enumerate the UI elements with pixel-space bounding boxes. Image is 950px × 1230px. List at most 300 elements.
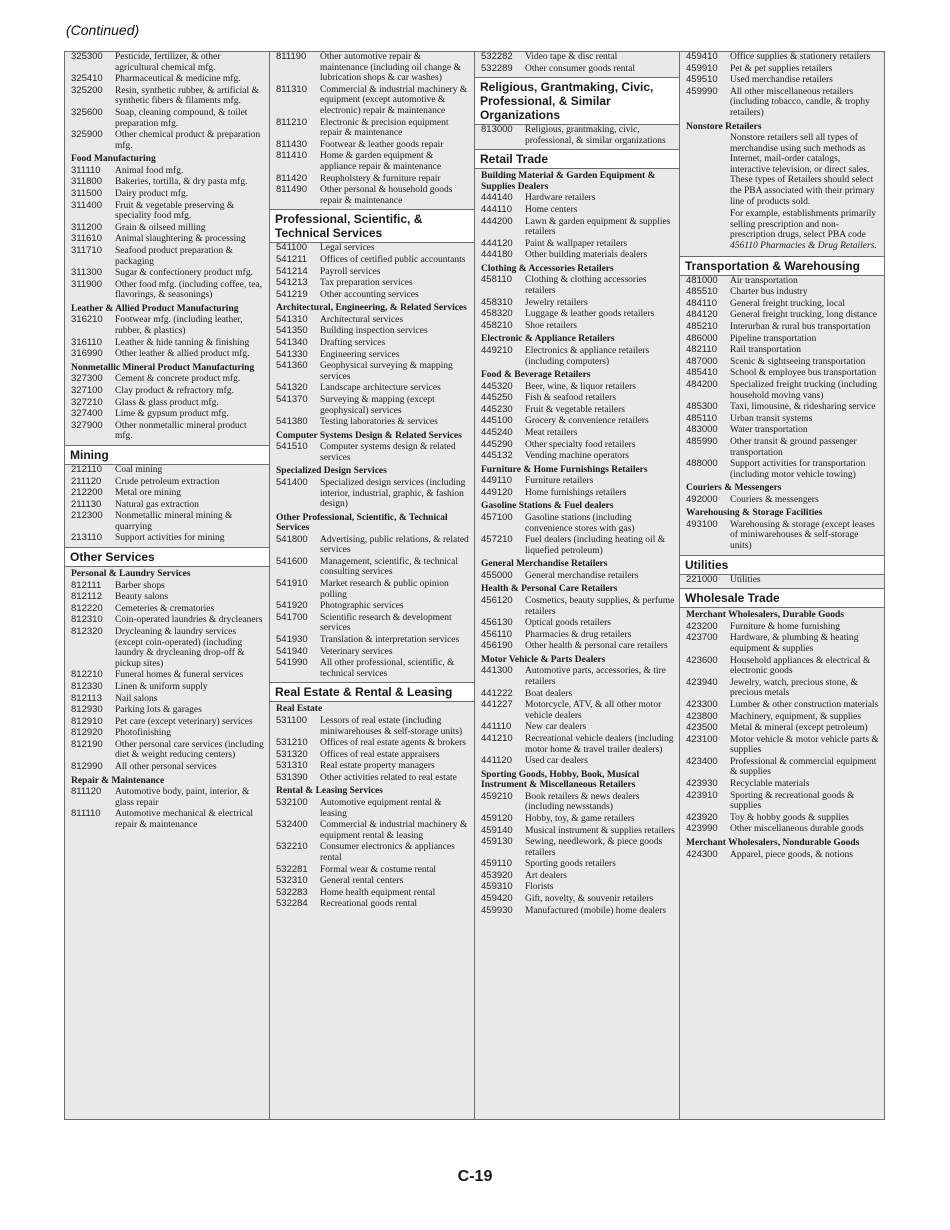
pba-code: 459410: [686, 52, 718, 62]
pba-code: 811210: [276, 116, 307, 128]
activity-description: Scientific research & development services: [320, 612, 452, 634]
pba-code: 541214: [276, 265, 308, 277]
pba-code: 311500: [71, 188, 102, 200]
pba-code: 485300: [686, 401, 718, 413]
section-header-mining: Mining: [65, 445, 269, 465]
activity-description: Photofinishing: [115, 728, 171, 739]
column-2: [270, 52, 475, 1119]
pba-code: 459310: [481, 881, 513, 893]
code-row: [475, 451, 679, 463]
pba-code: 423300: [686, 698, 718, 710]
code-row: [475, 535, 679, 557]
activity-description: Fish & seafood retailers: [525, 393, 617, 404]
code-row: [680, 495, 885, 507]
pba-code: 449210: [481, 344, 513, 356]
pba-code: 449110: [481, 475, 512, 487]
activity-description: Couriers & messengers: [730, 494, 819, 505]
activity-description: Manufactured (mobile) home dealers: [525, 905, 667, 916]
pba-code: 423910: [686, 789, 718, 801]
code-row: [475, 756, 679, 768]
activity-description: Support activities for mining: [115, 533, 225, 544]
activity-description: Other activities related to real estate: [320, 772, 457, 783]
pba-code: 444120: [481, 237, 513, 249]
code-row: [680, 459, 885, 481]
pba-code: 449120: [481, 486, 513, 498]
pba-code: 221000: [686, 573, 718, 585]
pba-code: 484200: [686, 378, 718, 390]
activity-description: Architectural services: [320, 314, 404, 325]
pba-code: 444180: [481, 249, 513, 261]
pba-code: 456110: [481, 628, 512, 640]
activity-description: Metal & mineral (except petroleum): [730, 723, 868, 734]
activity-description: Fuel dealers (including heating oil & liquefied petroleum): [525, 535, 666, 556]
code-row: [270, 290, 474, 302]
pba-code: 325300: [71, 52, 103, 62]
activity-description: New car dealers: [525, 722, 587, 733]
section-header-wholesale-trade: Wholesale Trade: [680, 588, 885, 608]
activity-description: Hardware retailers: [525, 193, 596, 204]
note-paragraph: [680, 133, 885, 209]
code-row: [475, 814, 679, 826]
pba-code: 812320: [71, 625, 103, 637]
code-row: [65, 705, 269, 717]
pba-code: 441210: [481, 732, 513, 744]
activity-description: Pesticide, fertilizer, & other agricultural chemical mfg.: [115, 52, 221, 73]
code-row: [65, 386, 269, 398]
activity-description: Advertising, public relations, & related services: [320, 534, 469, 556]
pba-code: 541340: [276, 336, 308, 348]
code-row: [680, 656, 885, 678]
code-row: [680, 520, 885, 553]
code-row: [270, 635, 474, 647]
page-number: C-19: [457, 1168, 493, 1185]
pba-code: 531310: [276, 760, 308, 772]
activity-description: Resin, synthetic rubber, & artificial & synthetic fibers & filaments mfg.: [115, 85, 259, 107]
code-row: [65, 130, 269, 152]
pba-code: 811310: [276, 83, 307, 95]
activity-description: All other professional, scientific, & technical services: [320, 658, 455, 679]
activity-description: Gasoline stations (including convenience stores with gas): [525, 512, 635, 534]
activity-description: Pet care (except veterinary) services: [115, 716, 253, 727]
business-activity-code-table: [64, 51, 885, 1120]
code-row: [270, 773, 474, 785]
pba-code: 423200: [686, 620, 718, 632]
pba-code: 423930: [686, 778, 718, 790]
subheader-warehousing-and-storage-facilities: Warehousing & Storage Facilities: [686, 508, 823, 519]
activity-description: Book retailers & news dealers (including newsstands): [525, 791, 640, 813]
subheader-general-merchandise-retailers: General Merchandise Retailers: [481, 559, 608, 570]
pba-code: 441110: [481, 721, 512, 733]
activity-description: Home & garden equipment & appliance repair & maintenance: [320, 151, 442, 172]
pba-code: 458310: [481, 296, 513, 308]
activity-description: Nonmetallic mineral mining & quarrying: [115, 511, 233, 532]
code-row: [65, 280, 269, 302]
activity-description: Surveying & mapping (except geophysical) services: [320, 394, 435, 416]
activity-description: Payroll services: [320, 266, 381, 277]
activity-description: Grocery & convenience retailers: [525, 416, 649, 427]
activity-description: Support activities for transportation (including motor vehicle towing): [730, 459, 866, 480]
code-row: [680, 735, 885, 757]
activity-description: Leather & hide tanning & finishing: [115, 337, 250, 348]
pba-code: 532210: [276, 841, 308, 853]
pba-code: 492000: [686, 493, 718, 505]
activity-description: Natural gas extraction: [115, 499, 199, 510]
pba-code: 457100: [481, 511, 513, 523]
activity-description: General freight trucking, long distance: [730, 310, 877, 321]
pba-code: 541380: [276, 416, 308, 428]
activity-description: Other health & personal care retailers: [525, 641, 668, 652]
activity-description: Market research & public opinion polling: [320, 579, 449, 600]
activity-description: Pipeline transportation: [730, 333, 817, 344]
section-header-transportation-and-warehousing: Transportation & Warehousing: [680, 256, 885, 276]
pba-code: 441222: [481, 687, 513, 699]
code-row: [270, 278, 474, 290]
activity-description: Apparel, piece goods, & notions: [730, 849, 853, 860]
activity-description: Cosmetics, beauty supplies, & perfume retailers: [525, 595, 675, 617]
activity-description: Soap, cleaning compound, & toilet preparation mfg.: [115, 107, 248, 129]
pba-code: 445230: [481, 403, 513, 415]
activity-description: Offices of real estate appraisers: [320, 749, 440, 760]
pba-code: 811410: [276, 150, 307, 162]
code-row: [65, 189, 269, 201]
activity-description: Florists: [525, 882, 554, 893]
pba-code: 325200: [71, 84, 103, 96]
activity-description: Hardware, & plumbing & heating equipment & supplies: [730, 633, 859, 654]
activity-description: Other personal & household goods repair & maintenance: [320, 185, 453, 206]
activity-description: Pharmaceutical & medicine mfg.: [115, 74, 241, 85]
activity-description: Used car dealers: [525, 756, 588, 767]
pba-code: 812930: [71, 704, 103, 716]
pba-code: 311300: [71, 267, 102, 279]
pba-code: 532282: [481, 52, 513, 62]
subheader-nonstore-retailers: Nonstore Retailers: [686, 121, 762, 132]
activity-description: Home centers: [525, 204, 578, 215]
pba-code: 541219: [276, 288, 308, 300]
code-row: [680, 824, 885, 836]
activity-description: Animal slaughtering & processing: [115, 234, 246, 245]
activity-description: Seafood product preparation & packaging: [115, 246, 233, 267]
pba-code: 541920: [276, 600, 308, 612]
pba-code: 541700: [276, 611, 308, 623]
code-row: [680, 575, 885, 587]
pba-code: 811430: [276, 138, 307, 150]
pba-code: 445240: [481, 426, 513, 438]
code-row: [475, 125, 679, 147]
pba-code: 531390: [276, 771, 308, 783]
pba-code: 811120: [71, 786, 102, 798]
activity-description: Crude petroleum extraction: [115, 476, 220, 487]
subheader-motor-vehicle-and-parts-dealers: Motor Vehicle & Parts Dealers: [481, 654, 606, 665]
pba-code: 541910: [276, 578, 308, 590]
pba-code: 453920: [481, 869, 513, 881]
code-row: [680, 52, 885, 64]
pba-code: 444200: [481, 215, 513, 227]
code-row: [270, 338, 474, 350]
section-header-utilities: Utilities: [680, 555, 885, 575]
pba-code: 459510: [686, 74, 718, 86]
note-text: For example, establishments primarily selling prescription and non-prescription drugs, select PBA code: [730, 209, 877, 241]
code-row: [270, 798, 474, 820]
pba-code: 486000: [686, 332, 718, 344]
pba-code: 811420: [276, 172, 307, 184]
activity-description: Management, scientific, & technical consulting services: [320, 556, 458, 578]
pba-code: 423500: [686, 722, 718, 734]
code-row: [475, 837, 679, 859]
activity-description: Furniture retailers: [525, 476, 594, 487]
pba-code: 541930: [276, 634, 308, 646]
pba-code: 445290: [481, 438, 513, 450]
code-row: [270, 185, 474, 207]
code-row: [680, 437, 885, 459]
code-row: [475, 513, 679, 535]
activity-description: Other leather & allied product mfg.: [115, 349, 250, 360]
code-row: [270, 842, 474, 864]
activity-description: Paint & wallpaper retailers: [525, 238, 628, 249]
activity-description: Toy & hobby goods & supplies: [730, 812, 849, 823]
activity-description: Boat dealers: [525, 688, 573, 699]
code-row: [270, 658, 474, 680]
pba-code: 441300: [481, 665, 513, 677]
activity-description: Utilities: [730, 574, 761, 585]
pba-code: 311710: [71, 245, 102, 256]
activity-description: Lime & gypsum product mfg.: [115, 409, 229, 420]
activity-description: School & employee bus transportation: [730, 368, 877, 379]
pba-code: 812112: [71, 591, 102, 603]
code-row: [680, 402, 885, 414]
code-row: [65, 465, 269, 477]
subheader-sporting-goods-hobby-book-musical-instrument-and-miscellaneous-retailers: Sporting Goods, Hobby, Book, Musical Instrument & Miscellaneous Retailers: [481, 769, 640, 791]
activity-description: Automotive parts, accessories, & tire retailers: [525, 666, 666, 687]
pba-code: 456130: [481, 617, 513, 629]
code-row: [475, 250, 679, 262]
pba-code: 482110: [686, 344, 717, 356]
pba-code: 484120: [686, 309, 718, 321]
activity-description: Geophysical surveying & mapping services: [320, 361, 453, 382]
activity-description: Coin-operated laundries & drycleaners: [115, 615, 263, 626]
subheader-other-professional-scientific-and-technical-services: Other Professional, Scientific, & Technical Services: [276, 512, 448, 534]
pba-code: 444140: [481, 192, 513, 204]
activity-description: Coal mining: [115, 464, 163, 475]
activity-description: Legal services: [320, 243, 375, 254]
activity-description: Rail transportation: [730, 345, 801, 356]
code-row: [680, 322, 885, 334]
pba-code: 212110: [71, 463, 102, 475]
subheader-furniture-and-home-furnishings-retailers: Furniture & Home Furnishings Retailers: [481, 464, 648, 475]
subheader-food-and-beverage-retailers: Food & Beverage Retailers: [481, 370, 591, 381]
code-row: [475, 321, 679, 333]
pba-code: 456120: [481, 594, 513, 606]
pba-code: 213110: [71, 532, 102, 544]
pba-code: 531210: [276, 737, 308, 749]
activity-description: Other building materials dealers: [525, 250, 648, 261]
code-row: [680, 757, 885, 779]
pba-code: 485990: [686, 435, 718, 447]
pba-code: 316990: [71, 348, 103, 360]
activity-description: Meat retailers: [525, 427, 578, 438]
pba-code: 423600: [686, 654, 718, 666]
activity-description: Engineering services: [320, 349, 400, 360]
activity-description: Clay product & refractory mfg.: [115, 385, 234, 396]
code-row: [680, 380, 885, 402]
activity-description: Landscape architecture services: [320, 383, 441, 394]
pba-code: 485510: [686, 286, 718, 298]
pba-code: 541330: [276, 348, 308, 360]
pba-code: 444110: [481, 203, 512, 215]
activity-description: Recreational vehicle dealers (including motor home & travel trailer dealers): [525, 733, 674, 755]
pba-code: 812111: [71, 579, 102, 591]
activity-description: Automotive equipment rental & leasing: [320, 797, 442, 819]
activity-description: General merchandise retailers: [525, 570, 639, 581]
subheader-rental-and-leasing-services: Rental & Leasing Services: [276, 786, 383, 797]
column-4: [680, 52, 885, 1119]
code-row: [270, 557, 474, 579]
pba-code: 541800: [276, 533, 308, 545]
code-row: [475, 346, 679, 368]
section-header-other-services: Other Services: [65, 547, 269, 567]
activity-description: Offices of certified public accountants: [320, 254, 466, 265]
pba-code: 813000: [481, 124, 513, 136]
pba-code: 311800: [71, 176, 102, 188]
activity-description: Fruit & vegetable preserving & speciality food mfg.: [115, 200, 235, 222]
code-row: [65, 488, 269, 500]
pba-code: 325410: [71, 73, 103, 85]
pba-code: 311110: [71, 164, 101, 176]
pba-code: 458210: [481, 319, 513, 331]
activity-description: Offices of real estate agents & brokers: [320, 738, 466, 749]
pba-code: 485110: [686, 412, 717, 424]
code-row: [65, 762, 269, 774]
activity-description: Art dealers: [525, 870, 567, 881]
pba-code: 532400: [276, 819, 308, 831]
activity-description: Recyclable materials: [730, 779, 810, 790]
pba-code: 316110: [71, 336, 102, 348]
activity-description: Electronics & appliance retailers (including computers): [525, 345, 650, 367]
pba-code: 485410: [686, 367, 718, 379]
activity-description: Jewelry retailers: [525, 297, 588, 308]
pba-code: 457210: [481, 534, 513, 546]
activity-description: Photographic services: [320, 601, 404, 612]
code-row: [270, 442, 474, 464]
pba-code: 812920: [71, 727, 103, 739]
pba-code: 812113: [71, 692, 102, 704]
activity-description: Fruit & vegetable retailers: [525, 404, 625, 415]
pba-code: 541320: [276, 382, 308, 394]
subheader-clothing-and-accessories-retailers: Clothing & Accessories Retailers: [481, 263, 614, 274]
pba-code: 423800: [686, 710, 718, 722]
pba-code: 811110: [71, 808, 101, 820]
pba-code: 541310: [276, 313, 308, 325]
subheader-gasoline-stations-and-fuel-dealers: Gasoline Stations & Fuel dealers: [481, 501, 614, 512]
code-row: [475, 64, 679, 76]
pba-code: 211120: [71, 475, 102, 487]
code-row: [65, 511, 269, 533]
note-text: Nonstore retailers sell all types of merchandise using such methods as Internet, mail-order catalogs, interactive television, or direct sales. These types of Retailers should select the PBA associated with their primary line of products sold.: [730, 133, 875, 207]
pba-code: 211130: [71, 498, 102, 510]
pba-code: 812220: [71, 602, 103, 614]
code-row: [475, 217, 679, 239]
activity-description: Interurban & rural bus transportation: [730, 321, 871, 332]
code-row: [475, 571, 679, 583]
pba-code: 811190: [276, 52, 307, 62]
pba-code: 423700: [686, 632, 718, 644]
code-row: [680, 850, 885, 862]
pba-code: 812990: [71, 761, 103, 773]
activity-description: Beauty salons: [115, 592, 169, 603]
pba-code: 532284: [276, 898, 308, 910]
pba-code: 483000: [686, 424, 718, 436]
activity-description: Tax preparation services: [320, 278, 413, 289]
code-row: [680, 633, 885, 655]
pba-code: 458320: [481, 308, 513, 320]
code-row: [475, 906, 679, 918]
code-row: [270, 899, 474, 911]
activity-description: Automotive mechanical & electrical repair & maintenance: [115, 809, 253, 830]
pba-code: 459140: [481, 824, 513, 836]
activity-description: Video tape & disc rental: [525, 52, 618, 62]
pba-code: 459420: [481, 893, 513, 905]
pba-code: 327900: [71, 419, 103, 431]
pba-code: 541600: [276, 555, 308, 567]
activity-description: Other personal care services (including diet & weight reducing centers): [115, 739, 264, 761]
pba-code: 541360: [276, 360, 308, 372]
activity-description: Testing laboratories & services: [320, 417, 438, 428]
activity-description: Linen & uniform supply: [115, 681, 208, 692]
pba-code: 488000: [686, 458, 718, 470]
pba-code: 311200: [71, 221, 102, 233]
activity-description: Other transit & ground passenger transportation: [730, 436, 857, 458]
activity-description: Machinery, equipment, & supplies: [730, 711, 862, 722]
pba-code: 311400: [71, 199, 102, 211]
code-row: [270, 820, 474, 842]
code-row: [475, 734, 679, 756]
activity-description: Other accounting services: [320, 289, 419, 300]
activity-description: Lawn & garden equipment & supplies retailers: [525, 216, 671, 238]
code-row: [475, 618, 679, 630]
pba-code: 212200: [71, 487, 103, 499]
activity-description: Luggage & leather goods retailers: [525, 309, 655, 320]
pba-code: 485210: [686, 320, 718, 332]
code-row: [65, 409, 269, 421]
pba-code: 423920: [686, 811, 718, 823]
pba-code: 532310: [276, 875, 308, 887]
activity-description: Drycleaning & laundry services (except coin-operated) (including laundry & drycleaning drop-off & pickup sites): [115, 626, 245, 669]
column-3: [475, 52, 680, 1119]
activity-description: Other specialty food retailers: [525, 439, 636, 450]
subheader-repair-and-maintenance: Repair & Maintenance: [71, 775, 165, 786]
code-row: [475, 700, 679, 722]
pba-code: 423990: [686, 823, 718, 835]
activity-description: Furniture & home furnishing: [730, 621, 841, 632]
subheader-merchant-wholesalers-nondurable-goods: Merchant Wholesalers, Nondurable Goods: [686, 838, 860, 849]
pba-code: 541990: [276, 657, 308, 669]
subheader-personal-and-laundry-services: Personal & Laundry Services: [71, 569, 191, 580]
section-header-religious-grantmaking-civic-professional-and-similar-organizations: Religious, Grantmaking, Civic, Professional, & Similar Organizations: [475, 77, 679, 125]
pba-code: 459930: [481, 904, 513, 916]
pba-code: 541213: [276, 277, 308, 289]
code-row: [475, 894, 679, 906]
pba-code: 445250: [481, 392, 513, 404]
continued-label: (Continued): [66, 22, 140, 38]
pba-code: 441120: [481, 755, 512, 767]
activity-description: Other nonmetallic mineral product mfg.: [115, 420, 247, 442]
pba-code: 541100: [276, 242, 307, 254]
code-row: [680, 723, 885, 735]
activity-description: Reupholstery & furniture repair: [320, 173, 441, 184]
code-row: [65, 740, 269, 762]
subheader-health-and-personal-care-retailers: Health & Personal Care Retailers: [481, 584, 618, 595]
pba-code: 458110: [481, 274, 512, 286]
activity-description: Translation & interpretation services: [320, 635, 460, 646]
